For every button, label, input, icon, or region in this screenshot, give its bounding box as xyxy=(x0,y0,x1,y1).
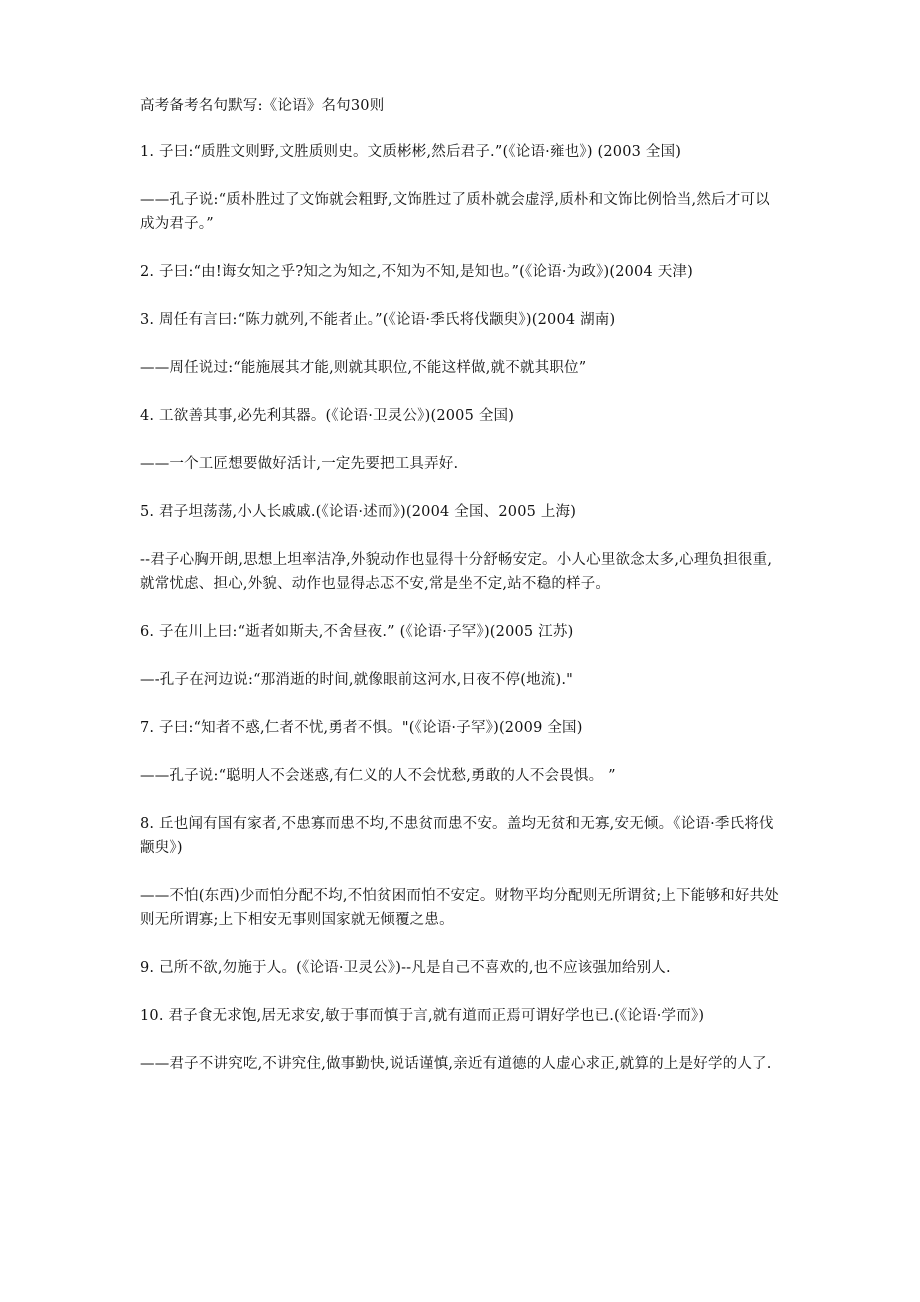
document-title: 高考备考名句默写:《论语》名句30则 xyxy=(140,98,385,114)
document-page xyxy=(140,94,780,1100)
quote-explanation-4: ——一个工匠想要做好活计,一定先要把工具弄好. xyxy=(140,456,459,472)
quote-entry-8: 8. 丘也闻有国有家者,不患寡而患不均,不患贫而患不安。盖均无贫和无寡,安无倾。《论语·季氏将伐颛臾》) xyxy=(140,816,774,856)
quote-entry-6: 6. 子在川上曰:“逝者如斯夫,不舍昼夜.” (《论语·子罕》)(2005 江苏) xyxy=(140,624,574,640)
quote-entry-2: 2. 子曰:“由!诲女知之乎?知之为知之,不知为不知,是知也。”(《论语·为政》)(2004 天津) xyxy=(140,264,693,280)
quote-explanation-10: ——君子不讲究吃,不讲究住,做事勤快,说话谨慎,亲近有道德的人虚心求正,就算的上是好学的人了. xyxy=(140,1056,772,1072)
quote-explanation-6: —-孔子在河边说:“那消逝的时间,就像眼前这河水,日夜不停(地流)." xyxy=(140,672,574,688)
quote-explanation-5: --君子心胸开朗,思想上坦率洁净,外貌动作也显得十分舒畅安定。小人心里欲念太多,心理负担很重,就常忧虑、担心,外貌、动作也显得忐忑不安,常是坐不定,站不稳的样子。 xyxy=(140,552,773,592)
quote-entry-4: 4. 工欲善其事,必先利其器。(《论语·卫灵公》)(2005 全国) xyxy=(140,408,515,424)
quote-entry-5: 5. 君子坦荡荡,小人长戚戚.(《论语·述而》)(2004 全国、2005 上海) xyxy=(140,504,577,520)
quote-entry-9: 9. 己所不欲,勿施于人。(《论语·卫灵公》)--凡是自己不喜欢的,也不应该强加给别人. xyxy=(140,960,671,976)
quote-entry-10: 10. 君子食无求饱,居无求安,敏于事而慎于言,就有道而正焉可谓好学也已.(《论语·学而》) xyxy=(140,1008,705,1024)
quote-entry-1: 1. 子曰:“质胜文则野,文胜质则史。文质彬彬,然后君子.”(《论语·雍也》) (2003 全国) xyxy=(140,144,682,160)
quote-explanation-7: ——孔子说:“聪明人不会迷惑,有仁义的人不会忧愁,勇敢的人不会畏惧。 ” xyxy=(140,768,616,784)
quote-explanation-8: ——不怕(东西)少而怕分配不均,不怕贫困而怕不安定。财物平均分配则无所谓贫;上下能够和好共处则无所谓寡;上下相安无事则国家就无倾覆之患。 xyxy=(140,888,780,928)
quote-explanation-3: ——周任说过:“能施展其才能,则就其职位,不能这样做,就不就其职位” xyxy=(140,360,587,376)
quote-explanation-1: ——孔子说:“质朴胜过了文饰就会粗野,文饰胜过了质朴就会虚浮,质朴和文饰比例恰当,然后才可以成为君子。” xyxy=(140,192,770,232)
quote-entry-7: 7. 子曰:“知者不惑,仁者不忧,勇者不惧。"(《论语·子罕》)(2009 全国) xyxy=(140,720,583,736)
quote-entry-3: 3. 周任有言曰:“陈力就列,不能者止。”(《论语·季氏将伐颛臾》)(2004 湖南) xyxy=(140,312,616,328)
